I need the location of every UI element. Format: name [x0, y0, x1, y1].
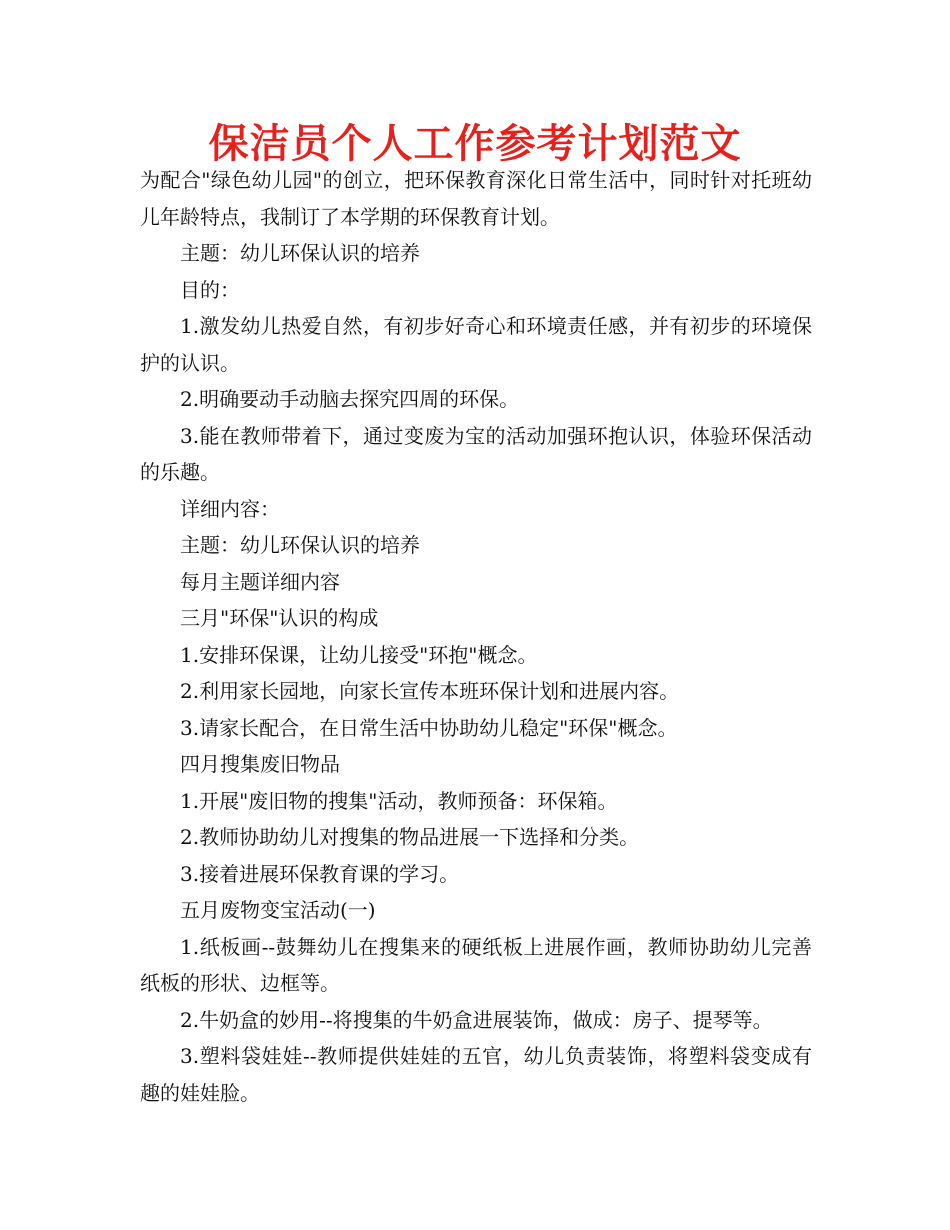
paragraph: 2.教师协助幼儿对搜集的物品进展一下选择和分类。 [180, 825, 640, 849]
paragraph: 3.塑料袋娃娃--教师提供娃娃的五官，幼儿负责装饰，将塑料袋变成有趣的娃娃脸。 [140, 1044, 812, 1105]
paragraph: 3.能在教师带着下，通过变废为宝的活动加强环抱认识，体验环保活动的乐趣。 [140, 423, 812, 484]
paragraph: 1.纸板画--鼓舞幼儿在搜集来的硬纸板上进展作画，教师协助幼儿完善纸板的形状、边框等。 [140, 934, 812, 995]
paragraph: 2.明确要动手动脑去探究四周的环保。 [180, 387, 520, 411]
paragraph: 三月"环保"认识的构成 [180, 606, 379, 630]
paragraph: 详细内容： [180, 496, 280, 521]
paragraph: 四月搜集废旧物品 [180, 752, 340, 776]
paragraph: 1.开展"废旧物的搜集"活动，教师预备：环保箱。 [180, 788, 618, 813]
paragraph: 每月主题详细内容 [180, 569, 340, 594]
paragraph: 1.安排环保课，让幼儿接受"环抱"概念。 [180, 642, 538, 667]
paragraph: 3.请家长配合，在日常生活中协助幼儿稳定"环保"概念。 [180, 715, 678, 740]
paragraph: 3.接着进展环保教育课的学习。 [180, 861, 460, 886]
paragraph: 目的： [180, 277, 240, 302]
paragraph: 五月废物变宝活动(一) [180, 898, 376, 922]
document-body [140, 162, 812, 1111]
paragraph: 主题：幼儿环保认识的培养 [180, 533, 420, 557]
paragraph: 主题：幼儿环保认识的培养 [180, 241, 420, 265]
document-title: 保洁员个人工作参考计划范文 [208, 121, 742, 167]
paragraph: 1.激发幼儿热爱自然，有初步好奇心和环境责任感，并有初步的环境保护的认识。 [140, 314, 812, 375]
paragraph: 2.利用家长园地，向家长宣传本班环保计划和进展内容。 [180, 679, 680, 703]
paragraph: 2.牛奶盒的妙用--将搜集的牛奶盒进展装饰，做成：房子、提琴等。 [180, 1007, 773, 1032]
paragraph-intro: 为配合"绿色幼儿园"的创立，把环保教育深化日常生活中，同时针对托班幼儿年龄特点，我制订了本学期的环保教育计划。 [140, 168, 812, 229]
